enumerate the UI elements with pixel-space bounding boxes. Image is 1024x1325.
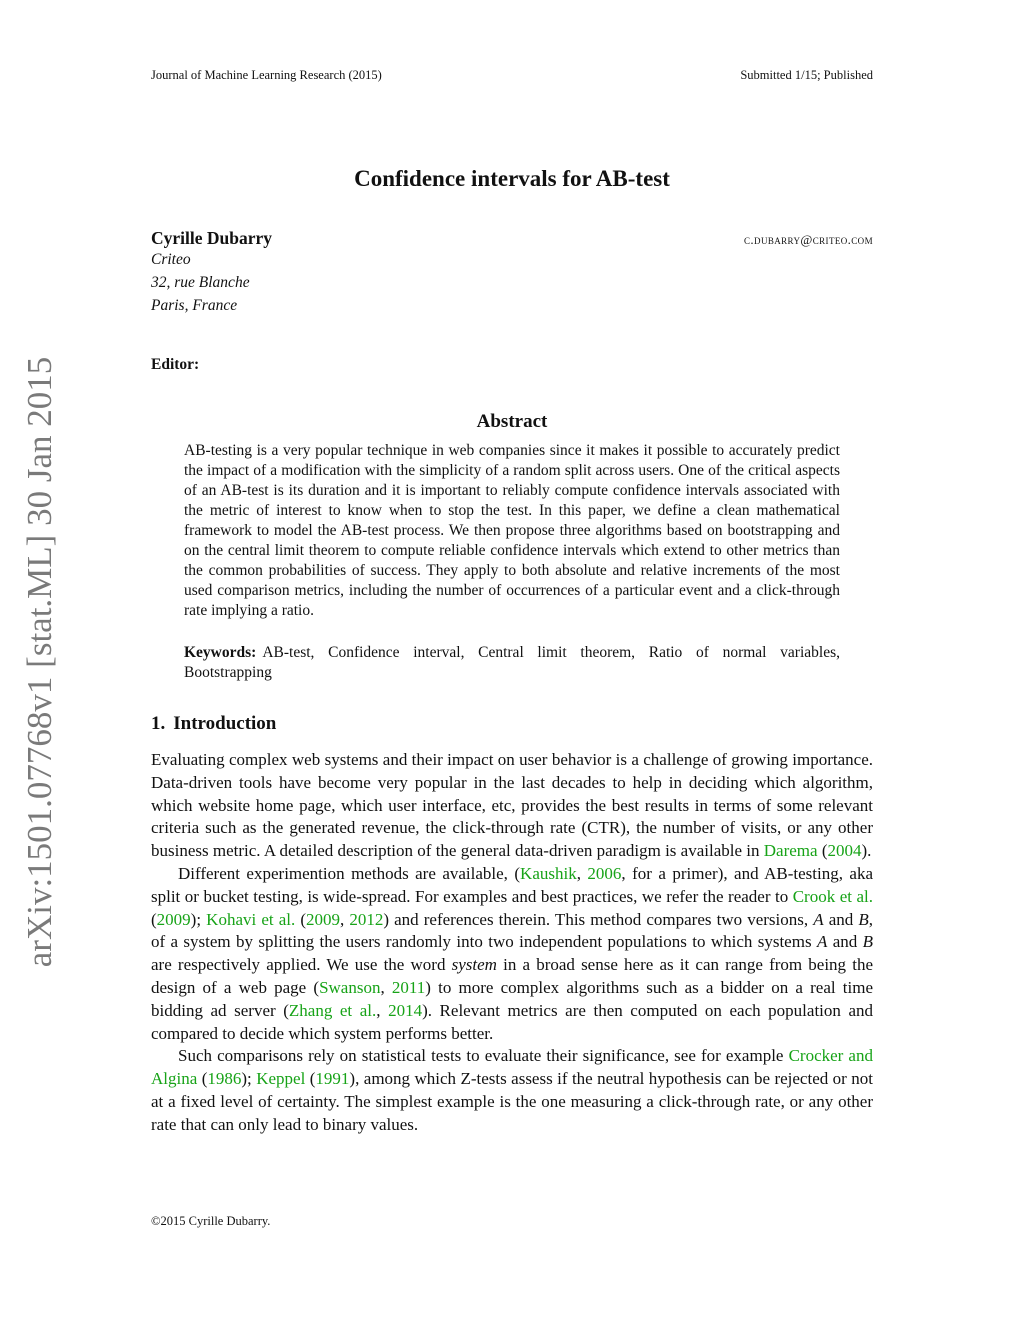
introduction-body bbox=[151, 749, 873, 1137]
math-symbol: A bbox=[813, 909, 824, 929]
author-name: Cyrille Dubarry bbox=[151, 228, 273, 248]
citation-link[interactable]: Kaushik bbox=[520, 863, 577, 883]
section-heading bbox=[151, 713, 276, 735]
citation-link[interactable]: 2011 bbox=[391, 977, 426, 997]
citation-link[interactable]: 2006 bbox=[587, 863, 622, 883]
citation-link[interactable]: 2012 bbox=[349, 909, 384, 929]
intro-paragraph-2: Different experimention methods are available, (Kaushik, 2006, for a primer), and AB-testing, aka split or bucket testing, is wide-spread. For examples and best practices, we refer the reader to Crook et al. (2009); Kohavi et al. (2009, 2012) and references therein. This method compares two versions, A and B, of a system by splitting the users randomly into two independent populations to which systems A and B are respectively applied. We use the word system in a broad sense here as it can range from being the design of a web page (Swanson, 2011) to more complex algorithms such as a bidder on a real time bidding ad server (Zhang et al., 2014). Relevant metrics are then computed on each population and compared to decide which system performs better. bbox=[151, 863, 874, 1043]
abstract-heading: Abstract bbox=[476, 411, 548, 432]
citation-link[interactable]: 2004 bbox=[827, 841, 862, 861]
citation-link[interactable]: Kohavi et al. bbox=[206, 909, 296, 929]
affiliation-street: 32, rue Blanche bbox=[151, 274, 250, 291]
affiliation-city: Paris, France bbox=[151, 297, 238, 314]
copyright-notice: ©2015 Cyrille Dubarry. bbox=[151, 1214, 271, 1228]
keywords-list: AB-test, Confidence interval, Central limit theorem, Ratio of normal variables, Bootstrapping bbox=[184, 644, 840, 681]
abstract-text: AB-testing is a very popular technique in web companies since it makes it possible to accurately predict the impact of a modification with the simplicity of a random split across users. One of the critical aspects of an AB-test is its duration and it is important to reliably compute confidence intervals associated with the metric of interest to know when to stop the test. In this paper, we define a clean mathematical framework to model the AB-test process. We then propose three algorithms based on bootstrapping and on the central limit theorem to compute reliable confidence intervals which extend to other metrics than the common probabilities of success. They apply to both absolute and relative increments of the most used comparison metrics, including the number of occurrences of a particular event and a click-through rate implying a ratio. bbox=[184, 442, 840, 619]
citation-link[interactable]: 2014 bbox=[388, 1000, 423, 1020]
section-number: 1. bbox=[151, 713, 166, 734]
author-email[interactable]: c.dubarry@criteo.com bbox=[744, 232, 873, 247]
citation-link[interactable]: 2009 bbox=[305, 909, 340, 929]
emphasis-text: system bbox=[451, 955, 497, 975]
citation-link[interactable]: 2009 bbox=[156, 909, 191, 929]
paper-title: Confidence intervals for AB-test bbox=[354, 166, 670, 191]
affiliation-org: Criteo bbox=[151, 251, 191, 268]
citation-link[interactable]: Keppel bbox=[256, 1069, 306, 1089]
math-symbol: B bbox=[858, 909, 869, 929]
math-symbol: B bbox=[862, 932, 873, 952]
citation-link[interactable]: Crook et al. bbox=[792, 886, 874, 906]
submission-status: Submitted 1/15; Published bbox=[740, 68, 873, 82]
keywords bbox=[184, 643, 840, 683]
keywords-label: Keywords: bbox=[184, 644, 257, 661]
arxiv-stamp: arXiv:1501.07768v1 [stat.ML] 30 Jan 2015 bbox=[20, 356, 59, 968]
citation-link[interactable]: Crocker and Algina bbox=[151, 1046, 873, 1089]
journal-header: Journal of Machine Learning Research (2015) bbox=[151, 68, 382, 82]
citation-link[interactable]: 1986 bbox=[207, 1069, 242, 1089]
editor-label: Editor: bbox=[151, 356, 200, 373]
citation-link[interactable]: 1991 bbox=[315, 1069, 350, 1089]
math-symbol: A bbox=[816, 932, 828, 952]
intro-paragraph-1: Evaluating complex web systems and their impact on user behavior is a challenge of growing importance. Data-driven tools have become very popular in the last decades to help in deciding which algorithm, which website home page, which user interface, etc, provides the best results in terms of some relevant criteria such as the generated revenue, the click-through rate (CTR), the number of visits, or any other business metric. A detailed description of the general data-driven paradigm is available in Darema (2004). bbox=[151, 750, 873, 861]
citation-link[interactable]: Zhang et al. bbox=[288, 1000, 377, 1020]
citation-link[interactable]: Darema bbox=[763, 841, 818, 861]
citation-link[interactable]: Swanson bbox=[319, 977, 381, 997]
section-title: Introduction bbox=[173, 713, 277, 734]
intro-paragraph-3: Such comparisons rely on statistical tests to evaluate their significance, see for example Crocker and Algina (1986); Keppel (1991), among which Z-tests assess if the neutral hypothesis can be rejected or not at a fixed level of certainty. The simplest example is the one measuring a click-through rate, or any other rate that can only lead to binary values. bbox=[151, 1046, 874, 1134]
